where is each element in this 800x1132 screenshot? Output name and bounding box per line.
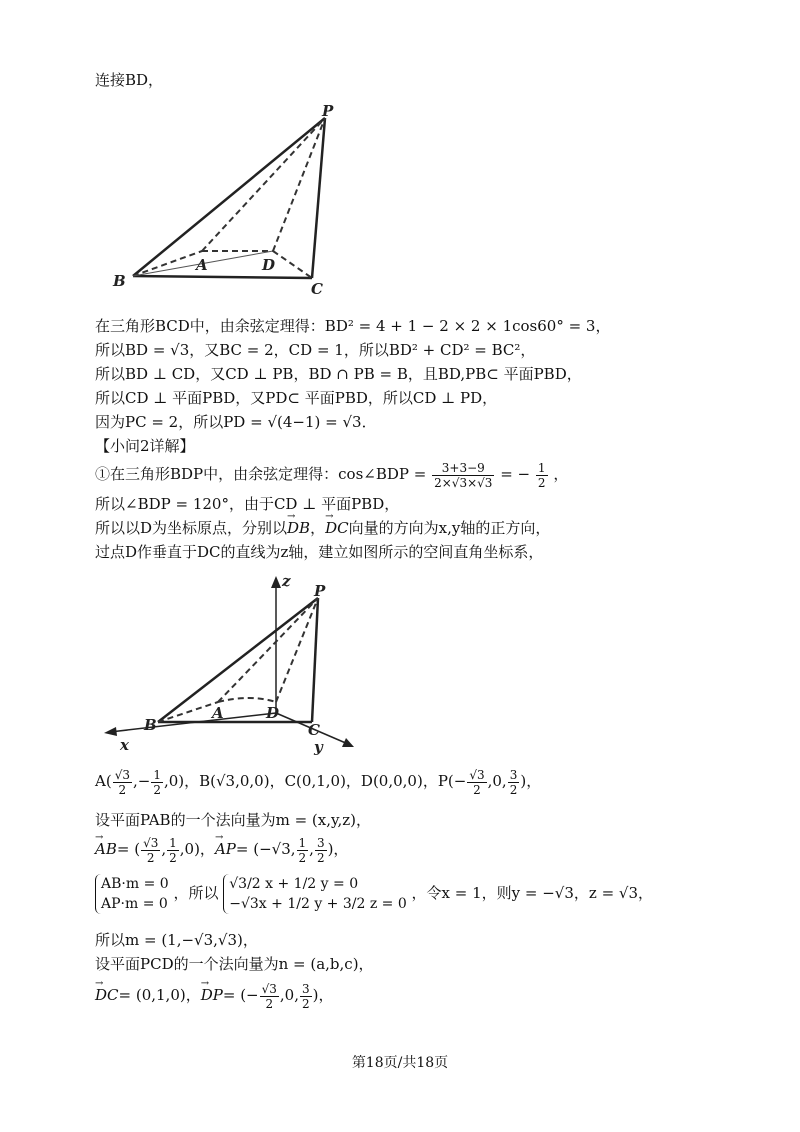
section-heading: 【小问2详解】: [95, 437, 195, 455]
edge-AP: [218, 598, 318, 702]
edge-PC: [312, 598, 318, 722]
edge-PC: [312, 118, 325, 278]
edge-BC: [133, 276, 312, 278]
text-line-1: 连接BD，: [95, 71, 164, 89]
label-A: A: [212, 704, 224, 722]
label-B: B: [113, 272, 126, 290]
label-C: C: [311, 280, 323, 298]
edge-BP: [133, 118, 325, 276]
text-line-3: 所以BD = √3，又BC = 2，CD = 1，所以BD² + CD² = BC²，: [95, 341, 536, 359]
x-arrowhead: [104, 727, 117, 736]
text-line-17: 设平面PCD的一个法向量为n = (a,b,c)，: [95, 955, 374, 973]
text-line-2: 在三角形BCD中，由余弦定理得：BD² = 4 + 1 − 2 × 2 × 1cos60° = 3，: [95, 317, 611, 335]
page-footer: 第18页/共18页: [351, 1055, 449, 1071]
label-z: z: [282, 572, 291, 590]
text-line-5: 所以CD ⊥ 平面PBD，又PD⊂ 平面PBD，所以CD ⊥ PD，: [95, 389, 498, 407]
label-P: P: [322, 102, 334, 120]
label-C: C: [308, 721, 320, 739]
text-line-8: ①在三角形BDP中，由余弦定理得：cos∠BDP = $\frac{3+3-9}{2\times√3\times√3}$ = − $\frac{1}{2}$ ，: [95, 460, 569, 490]
text-line-13: 设平面PAB的一个法向量为m = (x,y,z)，: [95, 811, 371, 829]
edge-AD: [218, 698, 276, 702]
pyramid-figure-1: [105, 100, 345, 300]
text-line-15: AB·m = 0 AP·m = 0 ，所以 √3/2 x + 1/2 y = 0 −√3x + 1/2 y + 3/2 z = 0 ，令x = 1，则y = −√3，z = √3，: [95, 874, 653, 914]
text-line-14: → AB= ( $\frac{√3}{2}$ , $\frac{1}{2}$ ,0)，→ AP= (−√3, $\frac{1}{2}$ , $\frac{3}{2}$ )，: [95, 834, 348, 865]
label-y: y: [314, 738, 323, 756]
text-line-6: 因为PC = 2，所以PD = √(4−1) = √3．: [95, 413, 377, 431]
label-P: P: [314, 582, 326, 600]
text-line-9: 所以∠BDP = 120°，由于CD ⊥ 平面PBD，: [95, 495, 400, 513]
label-A: A: [196, 256, 208, 274]
text-line-12: A( $\frac{√3}{2}$ ,− $\frac{1}{2}$ ,0)，B(√3,0,0)，C(0,1,0)，D(0,0,0)，P(− $\frac{√3}{2}$ ,0, $\frac{3}{2}$ )，: [95, 767, 542, 797]
z-arrowhead: [271, 576, 281, 588]
edge-BA: [158, 702, 218, 722]
text-line-4: 所以BD ⊥ CD，又CD ⊥ PB，BD ∩ PB = B，且BD,PB⊂ 平面PBD，: [95, 365, 582, 383]
edge-BA: [133, 251, 202, 276]
coordinate-figure-2: [100, 572, 360, 757]
label-D: D: [262, 256, 276, 274]
text-line-10: 所以以D为坐标原点，分别以→ DB，→ DC向量的方向为x,y轴的正方向，: [95, 518, 550, 538]
text-line-18: → DC= (0,1,0)，→ DP= (− $\frac{√3}{2}$ ,0, $\frac{3}{2}$ )，: [95, 980, 334, 1011]
edge-AP: [202, 118, 325, 251]
text-line-11: 过点D作垂直于DC的直线为z轴，建立如图所示的空间直角坐标系，: [95, 543, 544, 561]
text-line-16: 所以m = (1,−√3,√3)，: [95, 931, 258, 949]
label-D: D: [266, 704, 280, 722]
label-x: x: [120, 736, 129, 754]
label-B: B: [144, 716, 157, 734]
edge-DC: [273, 251, 312, 278]
